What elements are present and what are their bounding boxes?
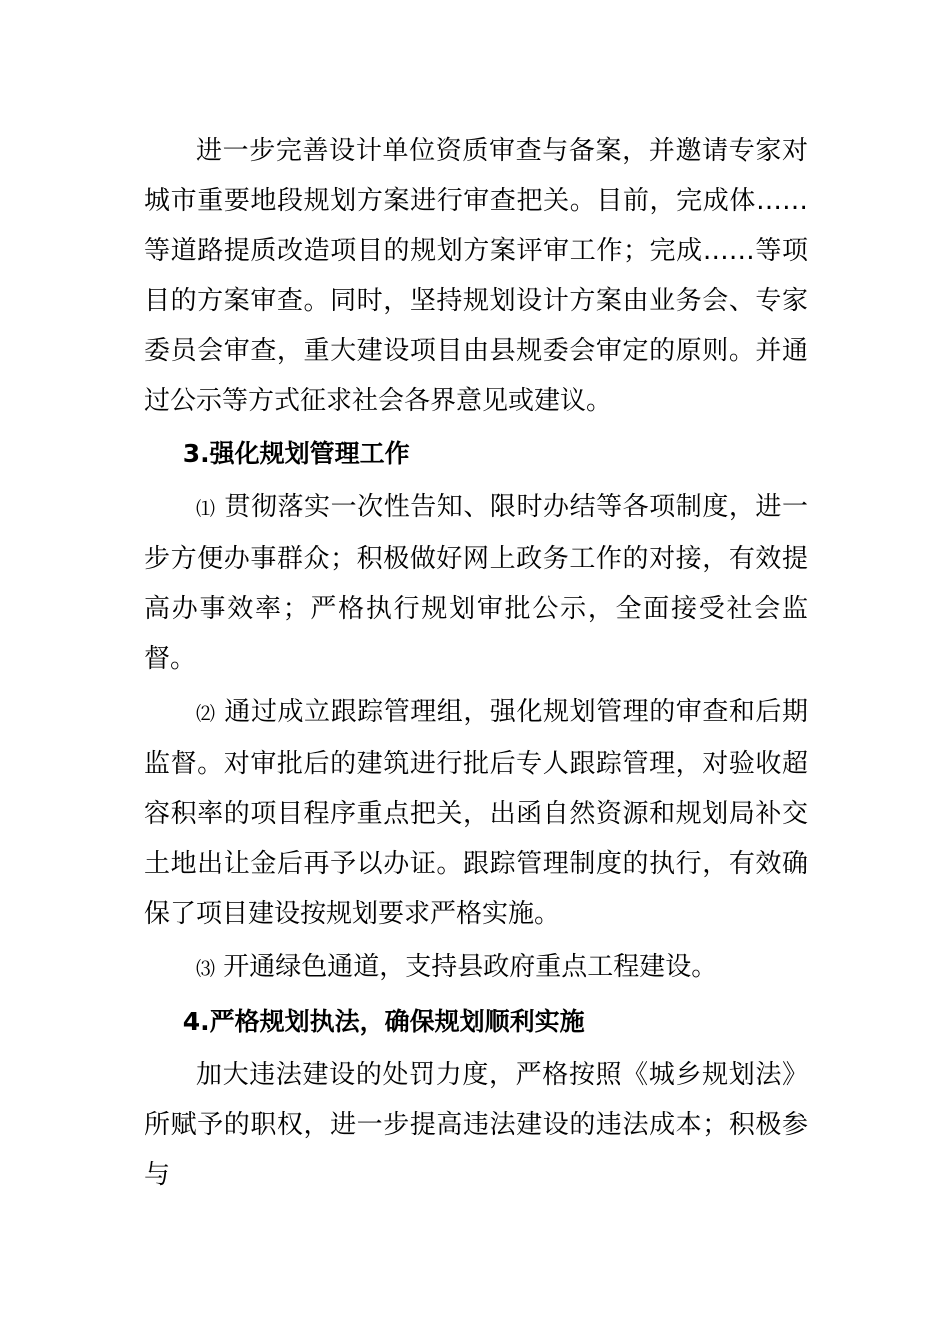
paragraph-item-3 — [144, 942, 808, 994]
section-heading-4: 4.严格规划执法，确保规划顺利实施 — [182, 1007, 585, 1036]
item-number-2: ⑵ — [196, 703, 216, 725]
document-body — [144, 126, 808, 1203]
item-number-3: ⑶ — [196, 958, 216, 980]
paragraph-review-process — [144, 126, 808, 426]
paragraph-text: 加大违法建设的处罚力度，严格按照《城乡规划法》所赋予的职权，进一步提高违法建设的违法成本；积极参与 — [144, 1060, 808, 1190]
paragraph-text: 进一步完善设计单位资质审查与备案，并邀请专家对城市重要地段规划方案进行审查把关。目前，完成体……等道路提质改造项目的规划方案评审工作；完成……等项目的方案审查。同时，坚持规划设计方案由业务会、专家委员会审查，重大建设项目由县规委会审定的原则。并通过公示等方式征求社会各界意见或建议。 — [144, 136, 808, 416]
paragraph-text: 开通绿色通道，支持县政府重点工程建设。 — [223, 952, 718, 982]
section-heading-3: 3.强化规划管理工作 — [182, 439, 410, 468]
item-number-1: ⑴ — [196, 498, 216, 520]
paragraph-enforcement — [144, 1050, 808, 1200]
paragraph-item-1 — [144, 482, 808, 684]
paragraph-item-2 — [144, 687, 808, 939]
paragraph-text: 通过成立跟踪管理组，强化规划管理的审查和后期监督。对审批后的建筑进行批后专人跟踪管理，对验收超容积率的项目程序重点把关，出函自然资源和规划局补交土地出让金后再予以办证。跟踪管理制度的执行，有效确保了项目建设按规划要求严格实施。 — [144, 697, 808, 929]
paragraph-text: 贯彻落实一次性告知、限时办结等各项制度，进一步方便办事群众；积极做好网上政务工作的对接，有效提高办事效率；严格执行规划审批公示，全面接受社会监督。 — [144, 492, 808, 674]
